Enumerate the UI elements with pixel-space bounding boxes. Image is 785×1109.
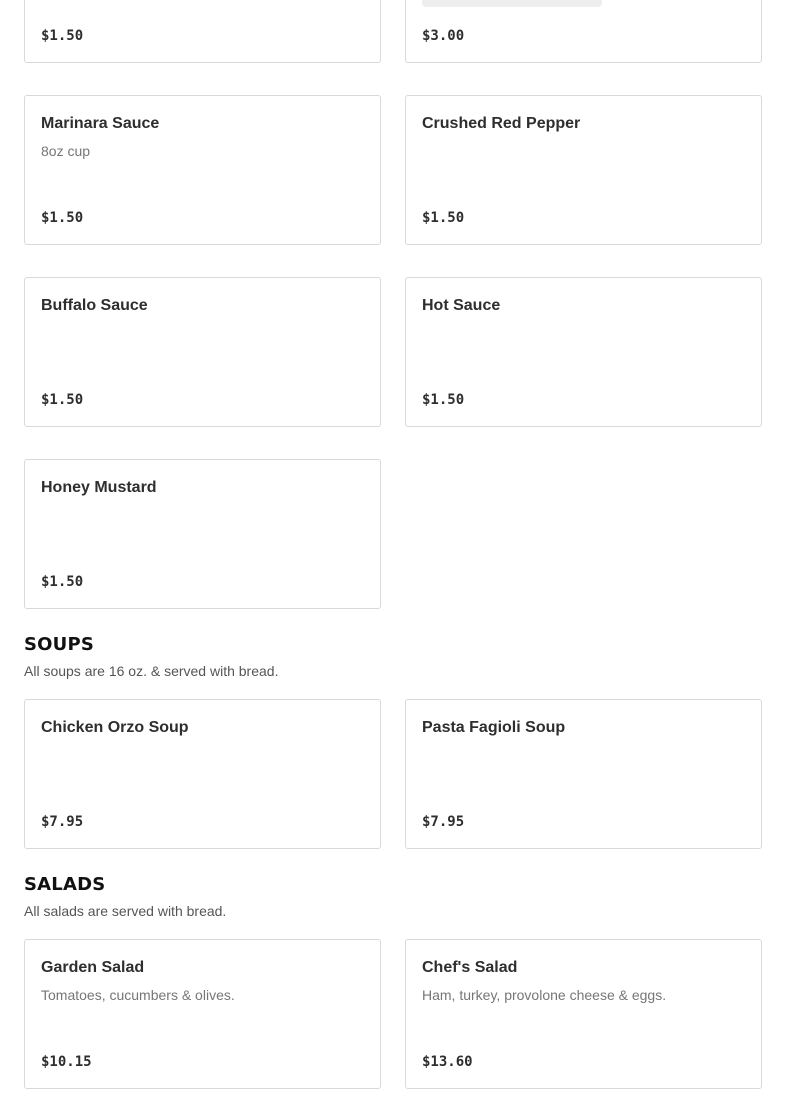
item-price: $1.50 xyxy=(41,210,84,226)
section-title-soups: SOUPS xyxy=(24,634,95,655)
item-price: $1.50 xyxy=(41,574,84,590)
menu-item-card-chicken-orzo-soup[interactable] xyxy=(24,699,381,849)
item-description: 8oz cup xyxy=(41,143,91,159)
item-name: Pasta Fagioli Soup xyxy=(422,719,566,736)
section-note-salads: All salads are served with bread. xyxy=(24,903,227,919)
item-price: $3.00 xyxy=(422,28,465,44)
item-price: $13.60 xyxy=(422,1054,473,1070)
item-name: Marinara Sauce xyxy=(41,115,160,132)
menu-item-card-pasta-fagioli-soup[interactable] xyxy=(405,699,762,849)
menu-item-card-buffalo-sauce[interactable] xyxy=(24,277,381,427)
item-price: $7.95 xyxy=(41,814,84,830)
section-note-soups: All soups are 16 oz. & served with bread. xyxy=(24,663,279,679)
item-name: Honey Mustard xyxy=(41,479,157,496)
item-name: Buffalo Sauce xyxy=(41,297,148,314)
item-description: Tomatoes, cucumbers & olives. xyxy=(41,987,235,1003)
menu-item-card-chefs-salad[interactable] xyxy=(405,939,762,1089)
menu-item-card-honey-mustard[interactable] xyxy=(24,459,381,609)
menu-item-card[interactable] xyxy=(24,0,381,63)
item-name: Garden Salad xyxy=(41,959,145,976)
menu-item-card-crushed-red-pepper[interactable] xyxy=(405,95,762,245)
item-description: Ham, turkey, provolone cheese & eggs. xyxy=(422,987,667,1003)
menu-item-card-hot-sauce[interactable] xyxy=(405,277,762,427)
menu-item-card-garden-salad[interactable] xyxy=(24,939,381,1089)
item-name: Chicken Orzo Soup xyxy=(41,719,189,736)
item-price: $1.50 xyxy=(422,210,465,226)
menu-item-card[interactable] xyxy=(405,0,762,63)
item-price: $1.50 xyxy=(41,392,84,408)
item-name-cut xyxy=(422,0,602,7)
item-name: Chef's Salad xyxy=(422,959,518,976)
menu-item-card-marinara-sauce[interactable] xyxy=(24,95,381,245)
item-name: Hot Sauce xyxy=(422,297,501,314)
section-title-salads: SALADS xyxy=(24,874,106,895)
item-price: $1.50 xyxy=(41,28,84,44)
item-price: $10.15 xyxy=(41,1054,92,1070)
item-price: $1.50 xyxy=(422,392,465,408)
item-price: $7.95 xyxy=(422,814,465,830)
item-name: Crushed Red Pepper xyxy=(422,115,581,132)
